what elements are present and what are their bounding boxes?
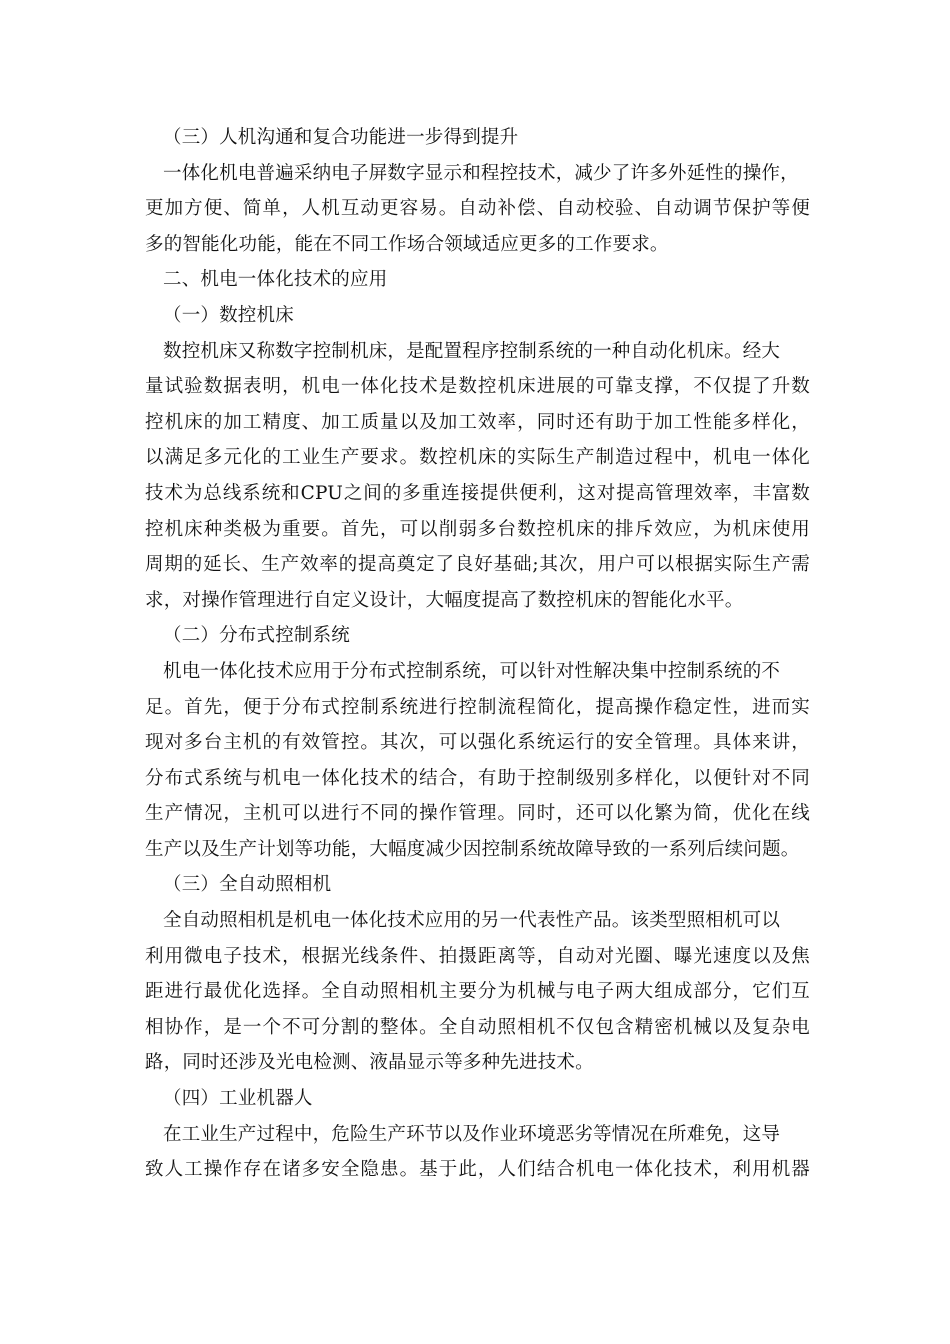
- paragraph-last-line: 生产以及生产计划等功能，大幅度减少因控制系统故障导致的一系列后续问题。: [145, 838, 800, 860]
- section-heading: （四）工业机器人: [163, 1088, 313, 1110]
- paragraph-line: 控机床种类极为重要。首先，可以削弱多台数控机床的排斥效应，为机床使用: [145, 518, 810, 540]
- paragraph-first-line: 全自动照相机是机电一体化技术应用的另一代表性产品。该类型照相机可以: [163, 910, 781, 932]
- paragraph-last-line: 多的智能化功能，能在不同工作场合领域适应更多的工作要求。: [145, 233, 669, 255]
- paragraph-line: 技术为总线系统和CPU之间的多重连接提供便利，这对提高管理效率，丰富数: [145, 482, 810, 504]
- paragraph-first-line: 一体化机电普遍采纳电子屏数字显示和程控技术，减少了许多外延性的操作，: [163, 162, 799, 184]
- paragraph-line: 相协作，是一个不可分割的整体。全自动照相机不仅包含精密机械以及复杂电: [145, 1016, 810, 1038]
- paragraph-line: 分布式系统与机电一体化技术的结合，有助于控制级别多样化，以便针对不同: [145, 767, 810, 789]
- section-heading: （三）人机沟通和复合功能进一步得到提升: [163, 127, 519, 148]
- paragraph-line: 致人工操作存在诸多安全隐患。基于此，人们结合机电一体化技术，利用机器: [145, 1159, 810, 1181]
- paragraph-first-line: 在工业生产过程中，危险生产环节以及作业环境恶劣等情况在所难免，这导: [163, 1123, 781, 1145]
- paragraph-first-line: 机电一体化技术应用于分布式控制系统，可以针对性解决集中控制系统的不: [163, 660, 781, 682]
- paragraph-line: 生产情况，主机可以进行不同的操作管理。同时，还可以化繁为简，优化在线: [145, 803, 810, 825]
- section-heading: （三）全自动照相机: [163, 874, 332, 896]
- paragraph-line: 距进行最优化选择。全自动照相机主要分为机械与电子两大组成部分，它们互: [145, 981, 810, 1003]
- paragraph-line: 量试验数据表明，机电一体化技术是数控机床进展的可靠支撑，不仅提了升数: [145, 376, 810, 398]
- section-heading: （二）分布式控制系统: [163, 625, 351, 647]
- paragraph-last-line: 求，对操作管理进行自定义设计，大幅度提高了数控机床的智能化水平。: [145, 589, 744, 611]
- paragraph-line: 控机床的加工精度、加工质量以及加工效率，同时还有助于加工性能多样化，: [145, 411, 810, 433]
- paragraph-line: 以满足多元化的工业生产要求。数控机床的实际生产制造过程中，机电一体化: [145, 447, 810, 469]
- paragraph-line: 周期的延长、生产效率的提高奠定了良好基础;其次，用户可以根据实际生产需: [145, 554, 810, 576]
- document-body: [145, 120, 810, 1188]
- paragraph-first-line: 数控机床又称数字控制机床，是配置程序控制系统的一种自动化机床。经大: [163, 340, 781, 362]
- section-heading: （一）数控机床: [163, 304, 294, 326]
- paragraph-last-line: 路，同时还涉及光电检测、液晶显示等多种先进技术。: [145, 1052, 594, 1074]
- paragraph-line: 足。首先，便于分布式控制系统进行控制流程简化，提高操作稳定性，进而实: [145, 696, 810, 718]
- paragraph-line: 利用微电子技术，根据光线条件、拍摄距离等，自动对光圈、曝光速度以及焦: [145, 945, 810, 967]
- paragraph-line: 更加方便、简单，人机互动更容易。自动补偿、自动校验、自动调节保护等便: [145, 198, 810, 220]
- chapter-heading: 二、机电一体化技术的应用: [163, 269, 388, 291]
- paragraph-line: 现对多台主机的有效管控。其次，可以强化系统运行的安全管理。具体来讲，: [145, 732, 810, 754]
